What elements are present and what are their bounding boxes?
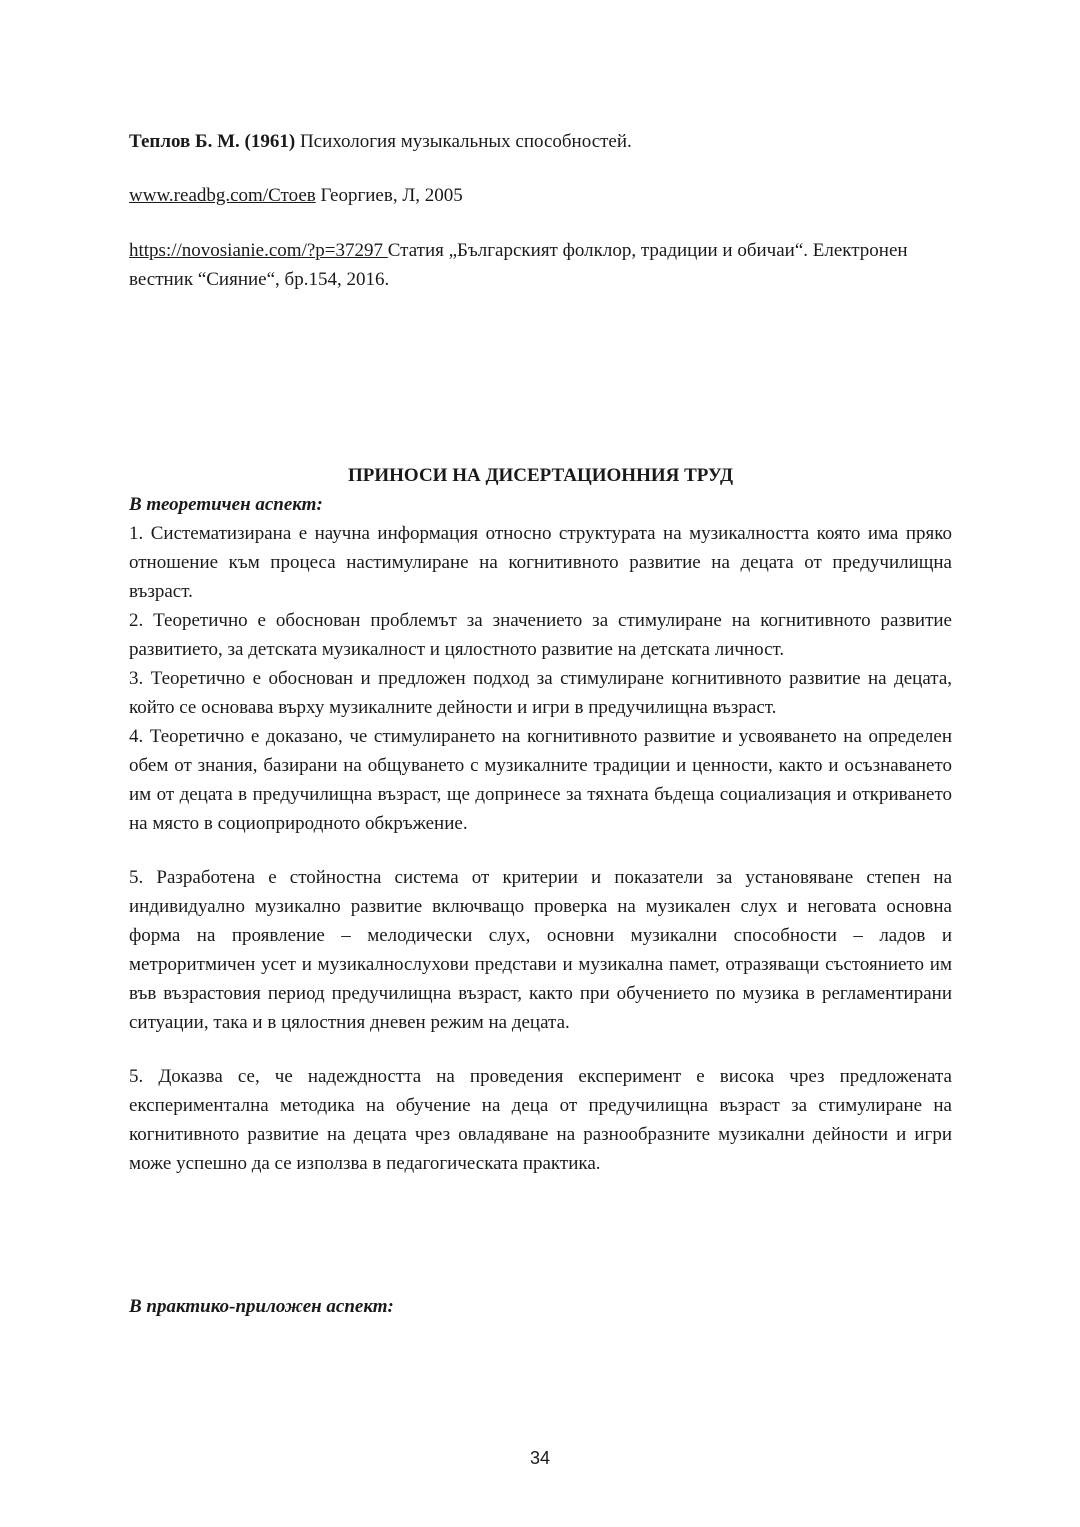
- reference-readbg: [129, 181, 952, 210]
- page-number: 34: [529, 1448, 551, 1468]
- reference-novosianie: [129, 236, 952, 294]
- novosianie-link[interactable]: https://novosianie.com/?p=37297: [129, 240, 388, 261]
- contribution-item-5: 5. Разработена е стойностна система от критерии и показатели за установяване степен на индивидуално музикално развитие включващо проверка на музикален слух и неговата основна форма на проявление – мелодически слух, основни музикални способности – ладов и метроритмичен усет и музикалнослухови представи и музикална памет, отразяващи състоянието им във възрастовия период предучилищна възраст, както при обучението по музика в регламентирани ситуации, така и в цялостния дневен режим на децата.: [129, 867, 952, 1033]
- reference-text: Георгиев, Л, 2005: [315, 185, 463, 206]
- contribution-item-1: 1. Систематизирана е научна информация относно структурата на музикалността която има пряко отношение към процеса настимулиране на когнитивното развитие на децата от предучилищна възраст.: [129, 523, 952, 602]
- theoretical-aspect-label: В теоретичен аспект:: [129, 494, 323, 515]
- contribution-item-3: 3. Теоретично е обоснован и предложен подход за стимулиране когнитивното развитие на децата, който се основава върху музикалните дейности и игри в предучилищна възраст.: [129, 668, 952, 718]
- reference-text: Статия „Българският фолклор, традиции и обичаи“. Електронен вестник “Сияние“, бр.154, 2016.: [129, 240, 908, 290]
- section-heading: ПРИНОСИ НА ДИСЕРТАЦИОННИЯ ТРУД: [347, 465, 734, 486]
- theoretical-section: [129, 490, 952, 1178]
- contribution-item-6: 5. Доказва се, че надеждността на проведения експеримент е висока чрез предложената експериментална методика на обучение на деца от предучилищна възраст за стимулиране на когнитивното развитие на децата чрез овладяване на разнообразните музикални дейности и игри може успешно да се използва в педагогическата практика.: [129, 1066, 952, 1174]
- reference-title: Психология музыкальных способностей.: [295, 131, 632, 152]
- practical-aspect-label: В практико-приложен аспект:: [129, 1296, 394, 1317]
- reference-author-year: Теплов Б. М. (1961): [129, 131, 296, 152]
- contribution-item-4: 4. Теоретично е доказано, че стимулирането на когнитивното развитие и усвояването на определен обем от знания, базирани на общуването с музикалните традиции и ценности, както и осъзнаването им от децата в предучилищна възраст, ще допринесе за тяхната бъдеща социализация и откриването на място в социоприродното обкръжение.: [129, 726, 952, 834]
- readbg-link[interactable]: www.readbg.com/Стоев: [129, 185, 316, 206]
- practical-section: [129, 1292, 952, 1321]
- contribution-item-2: 2. Теоретично е обоснован проблемът за значението за стимулиране на когнитивното развитие развитието, за детската музикалност и цялостното развитие на детската личност.: [129, 610, 952, 660]
- reference-teplov: [129, 127, 952, 156]
